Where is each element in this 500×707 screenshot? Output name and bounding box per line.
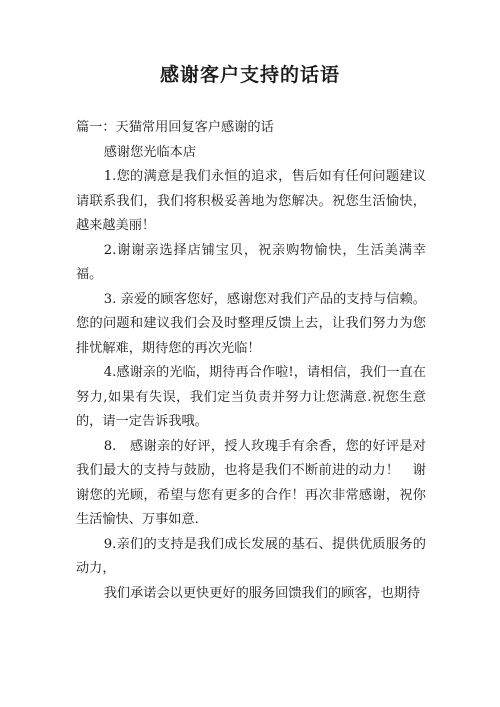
paragraph: 2.谢谢亲选择店铺宝贝，祝亲购物愉快，生活美满幸福。 — [76, 242, 426, 282]
paragraph: 9.亲们的支持是我们成长发展的基石、提供优质服务的动力， — [76, 536, 426, 576]
document-body — [76, 116, 426, 606]
paragraph: 我们承诺会以更快更好的服务回馈我们的顾客，也期待 — [103, 585, 421, 601]
section-heading: 篇一：天猫常用回复客户感谢的话 — [76, 120, 274, 135]
paragraph: 3. 亲爱的顾客您好，感谢您对我们产品的支持与信赖。您的问题和建议我们会及时整理反馈上去，让我们努力为您排忧解难，期待您的再次光临！ — [76, 291, 426, 356]
paragraph: 4.感谢亲的光临，期待再合作啦!，请相信，我们一直在努力,如果有失误，我们定当负责并努力让您满意.祝您生意的，请一定告诉我哦。 — [76, 365, 426, 429]
paragraph: 8. 感谢亲的好评，授人玫瑰手有余香，您的好评是对我们最大的支持与鼓励，也将是我们不断前进的动力！ 谢谢您的光顾，希望与您有更多的合作！再次非常感谢，祝你生活愉快、万事如意. — [76, 438, 426, 527]
paragraph: 1.您的满意是我们永恒的追求，售后如有任何问题建议请联系我们，我们将积极妥善地为您解决。祝您生活愉快，越来越美丽！ — [76, 169, 426, 233]
document-title: 感谢客户支持的话语 — [159, 64, 340, 86]
paragraph: 感谢您光临本店 — [103, 144, 197, 160]
